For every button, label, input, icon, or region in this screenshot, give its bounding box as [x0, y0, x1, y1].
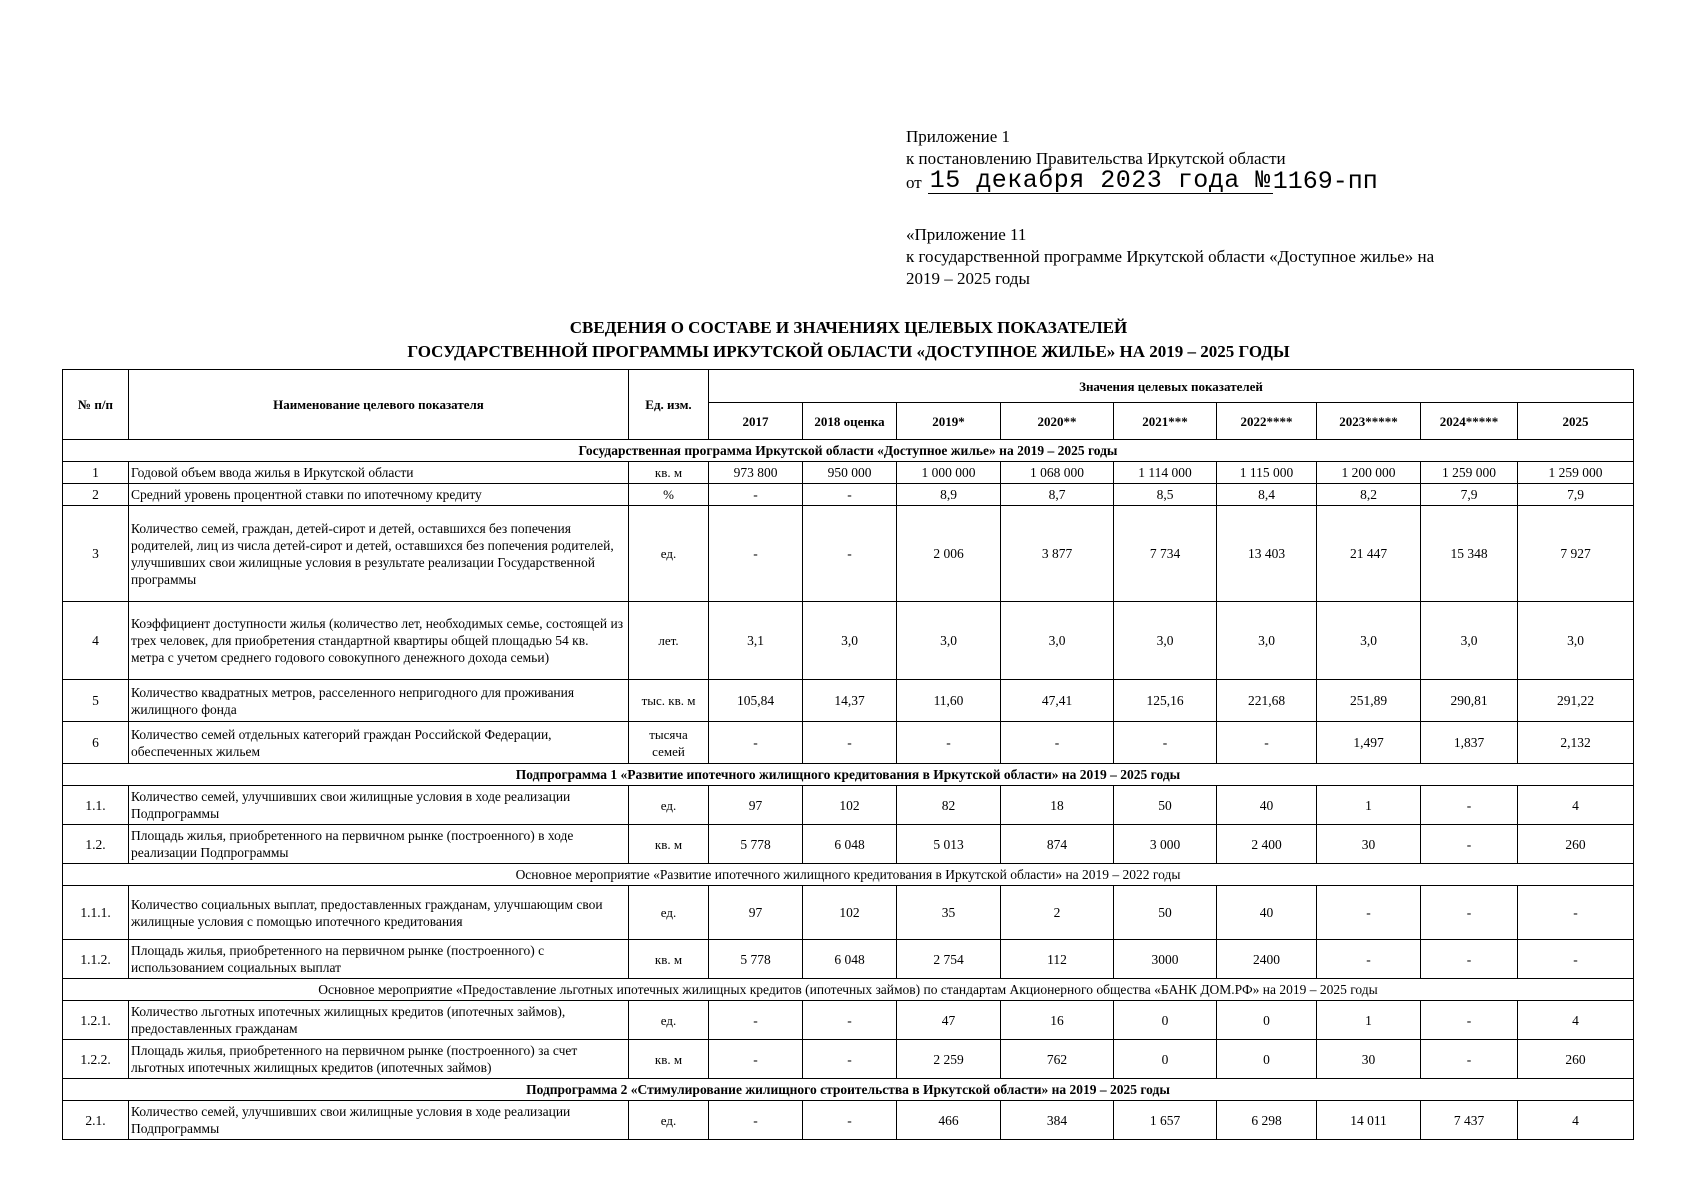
value-cell: 1 [1317, 1001, 1421, 1040]
section-row [63, 764, 1634, 786]
value-cell: 3 000 [1114, 825, 1217, 864]
table-row [63, 940, 1634, 979]
date-prefix: от [906, 173, 922, 192]
value-cell: 950 000 [803, 462, 897, 484]
value-cell: 291,22 [1518, 680, 1634, 722]
value-cell: 8,5 [1114, 484, 1217, 506]
value-cell: 50 [1114, 886, 1217, 940]
unit-cell: тысяча семей [629, 722, 709, 764]
indicator-name: Количество семей, улучшивших свои жилищные условия в ходе реализации Подпрограммы [129, 1101, 629, 1140]
value-cell: 0 [1114, 1001, 1217, 1040]
row-number: 3 [63, 506, 129, 602]
value-cell: 3,0 [1317, 602, 1421, 680]
row-number: 1.1. [63, 786, 129, 825]
value-cell: 102 [803, 786, 897, 825]
value-cell: 8,4 [1217, 484, 1317, 506]
value-cell: 2400 [1217, 940, 1317, 979]
value-cell: 221,68 [1217, 680, 1317, 722]
indicators-table [62, 369, 1634, 1140]
value-cell: - [803, 722, 897, 764]
table-row [63, 1040, 1634, 1079]
value-cell: 30 [1317, 1040, 1421, 1079]
value-cell: 2 [1001, 886, 1114, 940]
indicator-name: Площадь жилья, приобретенного на первичном рынке (построенного) с использованием социальных выплат [129, 940, 629, 979]
value-cell: - [803, 1101, 897, 1140]
table-row [63, 484, 1634, 506]
value-cell: 14 011 [1317, 1101, 1421, 1140]
value-cell: 7,9 [1518, 484, 1634, 506]
value-cell: 6 048 [803, 940, 897, 979]
value-cell: 15 348 [1421, 506, 1518, 602]
section-title: Подпрограмма 2 «Стимулирование жилищного строительства в Иркутской области» на 2019 – 2025 годы [63, 1079, 1634, 1101]
value-cell: 0 [1217, 1040, 1317, 1079]
value-cell: 97 [709, 886, 803, 940]
value-cell: - [1421, 940, 1518, 979]
section-row [63, 979, 1634, 1001]
value-cell: - [1421, 825, 1518, 864]
header-name: Наименование целевого показателя [129, 370, 629, 440]
value-cell: 97 [709, 786, 803, 825]
value-cell: 13 403 [1217, 506, 1317, 602]
value-cell: 3,0 [1217, 602, 1317, 680]
indicator-name: Количество семей, улучшивших свои жилищные условия в ходе реализации Подпрограммы [129, 786, 629, 825]
value-cell: 384 [1001, 1101, 1114, 1140]
unit-cell: кв. м [629, 940, 709, 979]
value-cell: 3,0 [803, 602, 897, 680]
value-cell: 5 778 [709, 825, 803, 864]
table-row [63, 1001, 1634, 1040]
value-cell: - [1317, 940, 1421, 979]
unit-cell: ед. [629, 1101, 709, 1140]
value-cell: 2,132 [1518, 722, 1634, 764]
value-cell: 3,1 [709, 602, 803, 680]
value-cell: - [709, 1040, 803, 1079]
section-row [63, 864, 1634, 886]
appendix-header [906, 224, 1606, 290]
header-unit: Ед. изм. [629, 370, 709, 440]
value-cell: 0 [1114, 1040, 1217, 1079]
value-cell: 2 006 [897, 506, 1001, 602]
header-year: 2017 [709, 403, 803, 440]
row-number: 1 [63, 462, 129, 484]
value-cell: - [709, 1101, 803, 1140]
title-line-1: СВЕДЕНИЯ О СОСТАВЕ И ЗНАЧЕНИЯХ ЦЕЛЕВЫХ ПОКАЗАТЕЛЕЙ [569, 318, 1128, 337]
value-cell: 5 013 [897, 825, 1001, 864]
value-cell: 8,2 [1317, 484, 1421, 506]
row-number: 2 [63, 484, 129, 506]
value-cell: 1 114 000 [1114, 462, 1217, 484]
value-cell: - [709, 722, 803, 764]
value-cell: 1 [1317, 786, 1421, 825]
value-cell: 3,0 [1001, 602, 1114, 680]
value-cell: 1 115 000 [1217, 462, 1317, 484]
row-number: 1.1.2. [63, 940, 129, 979]
value-cell: 14,37 [803, 680, 897, 722]
unit-cell: ед. [629, 506, 709, 602]
value-cell: 125,16 [1114, 680, 1217, 722]
row-number: 1.2. [63, 825, 129, 864]
indicator-name: Площадь жилья, приобретенного на первичном рынке (построенного) в ходе реализации Подпрограммы [129, 825, 629, 864]
section-title: Государственная программа Иркутской области «Доступное жилье» на 2019 – 2025 годы [63, 440, 1634, 462]
value-cell: 7 437 [1421, 1101, 1518, 1140]
value-cell: 21 447 [1317, 506, 1421, 602]
value-cell: 7 734 [1114, 506, 1217, 602]
table-row [63, 1101, 1634, 1140]
value-cell: 4 [1518, 786, 1634, 825]
header-num: № п/п [63, 370, 129, 440]
header-year: 2020** [1001, 403, 1114, 440]
indicator-name: Коэффициент доступности жилья (количество лет, необходимых семье, состоящей из трех человек, для приобретения стандартной квартиры общей площадью 54 кв. метра с учетом среднего годового совокупного денежного дохода семьи) [129, 602, 629, 680]
row-number: 1.1.1. [63, 886, 129, 940]
unit-cell: тыс. кв. м [629, 680, 709, 722]
indicator-name: Количество квадратных метров, расселенного непригодного для проживания жилищного фонда [129, 680, 629, 722]
value-cell: 18 [1001, 786, 1114, 825]
value-cell: 7 927 [1518, 506, 1634, 602]
value-cell: 7,9 [1421, 484, 1518, 506]
value-cell: 2 259 [897, 1040, 1001, 1079]
value-cell: 3000 [1114, 940, 1217, 979]
unit-cell: кв. м [629, 462, 709, 484]
value-cell: 82 [897, 786, 1001, 825]
resolution-number: 1169-пп [1272, 167, 1378, 196]
value-cell: 50 [1114, 786, 1217, 825]
value-cell: 35 [897, 886, 1001, 940]
header-line-2: к постановлению Правительства Иркутской области [906, 149, 1286, 168]
resolution-header [906, 126, 1378, 194]
value-cell: 30 [1317, 825, 1421, 864]
indicator-name: Годовой объем ввода жилья в Иркутской области [129, 462, 629, 484]
row-number: 5 [63, 680, 129, 722]
value-cell: 47,41 [1001, 680, 1114, 722]
value-cell: 3,0 [1518, 602, 1634, 680]
value-cell: 1 259 000 [1518, 462, 1634, 484]
unit-cell: кв. м [629, 825, 709, 864]
value-cell: - [1421, 1040, 1518, 1079]
value-cell: 260 [1518, 1040, 1634, 1079]
value-cell: - [803, 484, 897, 506]
value-cell: 1 657 [1114, 1101, 1217, 1140]
section-title: Основное мероприятие «Предоставление льготных ипотечных жилищных кредитов (ипотечных займов) по стандартам Акционерного общества «БАНК ДОМ.РФ» на 2019 – 2025 годы [63, 979, 1634, 1001]
value-cell: 40 [1217, 886, 1317, 940]
indicator-name: Количество семей отдельных категорий граждан Российской Федерации, обеспеченных жильем [129, 722, 629, 764]
header-year: 2018 оценка [803, 403, 897, 440]
value-cell: 1 000 000 [897, 462, 1001, 484]
indicator-name: Средний уровень процентной ставки по ипотечному кредиту [129, 484, 629, 506]
value-cell: - [1114, 722, 1217, 764]
value-cell: - [1317, 886, 1421, 940]
header-values-group: Значения целевых показателей [709, 370, 1634, 403]
value-cell: 3,0 [1114, 602, 1217, 680]
unit-cell: % [629, 484, 709, 506]
value-cell: 6 048 [803, 825, 897, 864]
header-line-1: Приложение 1 [906, 127, 1010, 146]
section-row [63, 1079, 1634, 1101]
value-cell: - [1421, 786, 1518, 825]
value-cell: 102 [803, 886, 897, 940]
unit-cell: лет. [629, 602, 709, 680]
value-cell: - [1518, 940, 1634, 979]
value-cell: 1 068 000 [1001, 462, 1114, 484]
value-cell: 2 400 [1217, 825, 1317, 864]
header-year: 2024***** [1421, 403, 1518, 440]
row-number: 1.2.2. [63, 1040, 129, 1079]
appendix-line-3: 2019 – 2025 годы [906, 269, 1030, 288]
table-row [63, 462, 1634, 484]
header-year: 2021*** [1114, 403, 1217, 440]
value-cell: 466 [897, 1101, 1001, 1140]
value-cell: 251,89 [1317, 680, 1421, 722]
value-cell: 8,9 [897, 484, 1001, 506]
document-title [0, 316, 1697, 364]
value-cell: 105,84 [709, 680, 803, 722]
value-cell: 973 800 [709, 462, 803, 484]
resolution-date-line [906, 166, 1378, 196]
header-year: 2023***** [1317, 403, 1421, 440]
section-title: Основное мероприятие «Развитие ипотечного жилищного кредитования в Иркутской области» на 2019 – 2022 годы [63, 864, 1634, 886]
value-cell: 112 [1001, 940, 1114, 979]
value-cell: - [897, 722, 1001, 764]
value-cell: 874 [1001, 825, 1114, 864]
table-row [63, 602, 1634, 680]
value-cell: 4 [1518, 1101, 1634, 1140]
value-cell: 40 [1217, 786, 1317, 825]
value-cell: 1 200 000 [1317, 462, 1421, 484]
value-cell: - [709, 1001, 803, 1040]
value-cell: - [1421, 886, 1518, 940]
title-line-2: ГОСУДАРСТВЕННОЙ ПРОГРАММЫ ИРКУТСКОЙ ОБЛАСТИ «ДОСТУПНОЕ ЖИЛЬЕ» НА 2019 – 2025 ГОДЫ [407, 342, 1290, 361]
unit-cell: ед. [629, 886, 709, 940]
value-cell: 762 [1001, 1040, 1114, 1079]
indicator-name: Площадь жилья, приобретенного на первичном рынке (построенного) за счет льготных ипотечных жилищных кредитов (ипотечных займов) [129, 1040, 629, 1079]
value-cell: 5 778 [709, 940, 803, 979]
value-cell: 290,81 [1421, 680, 1518, 722]
header-year: 2025 [1518, 403, 1634, 440]
value-cell: 1 259 000 [1421, 462, 1518, 484]
table-row [63, 506, 1634, 602]
value-cell: - [1421, 1001, 1518, 1040]
table-row [63, 886, 1634, 940]
appendix-line-2: к государственной программе Иркутской области «Доступное жилье» на [906, 247, 1435, 266]
section-title: Подпрограмма 1 «Развитие ипотечного жилищного кредитования в Иркутской области» на 2019 – 2025 годы [63, 764, 1634, 786]
indicator-name: Количество социальных выплат, предоставленных гражданам, улучшающим свои жилищные условия с помощью ипотечного кредитования [129, 886, 629, 940]
value-cell: 1,497 [1317, 722, 1421, 764]
value-cell: 4 [1518, 1001, 1634, 1040]
value-cell: 16 [1001, 1001, 1114, 1040]
value-cell: 3 877 [1001, 506, 1114, 602]
unit-cell: ед. [629, 1001, 709, 1040]
header-year: 2019* [897, 403, 1001, 440]
table-row [63, 825, 1634, 864]
value-cell: 6 298 [1217, 1101, 1317, 1140]
table-row [63, 786, 1634, 825]
unit-cell: ед. [629, 786, 709, 825]
header-year: 2022**** [1217, 403, 1317, 440]
value-cell: 0 [1217, 1001, 1317, 1040]
value-cell: - [709, 484, 803, 506]
value-cell: 1,837 [1421, 722, 1518, 764]
value-cell: 3,0 [897, 602, 1001, 680]
value-cell: - [1001, 722, 1114, 764]
value-cell: - [709, 506, 803, 602]
row-number: 4 [63, 602, 129, 680]
value-cell: - [1518, 886, 1634, 940]
resolution-date: 15 декабря 2023 года № [929, 166, 1271, 195]
section-row [63, 440, 1634, 462]
value-cell: 260 [1518, 825, 1634, 864]
unit-cell: кв. м [629, 1040, 709, 1079]
value-cell: - [1217, 722, 1317, 764]
value-cell: - [803, 1001, 897, 1040]
table-row [63, 722, 1634, 764]
value-cell: - [803, 1040, 897, 1079]
table-row [63, 680, 1634, 722]
value-cell: 2 754 [897, 940, 1001, 979]
indicator-name: Количество семей, граждан, детей-сирот и детей, оставшихся без попечения родителей, лиц из числа детей-сирот и детей, оставшихся без попечения родителей, улучшивших свои жилищные условия в результате реализации Государственной программы [129, 506, 629, 602]
row-number: 6 [63, 722, 129, 764]
value-cell: 11,60 [897, 680, 1001, 722]
value-cell: 3,0 [1421, 602, 1518, 680]
table-body [63, 440, 1634, 1140]
value-cell: 8,7 [1001, 484, 1114, 506]
value-cell: - [803, 506, 897, 602]
value-cell: 47 [897, 1001, 1001, 1040]
row-number: 1.2.1. [63, 1001, 129, 1040]
indicator-name: Количество льготных ипотечных жилищных кредитов (ипотечных займов), предоставленных гражданам [129, 1001, 629, 1040]
row-number: 2.1. [63, 1101, 129, 1140]
appendix-line-1: «Приложение 11 [906, 225, 1027, 244]
